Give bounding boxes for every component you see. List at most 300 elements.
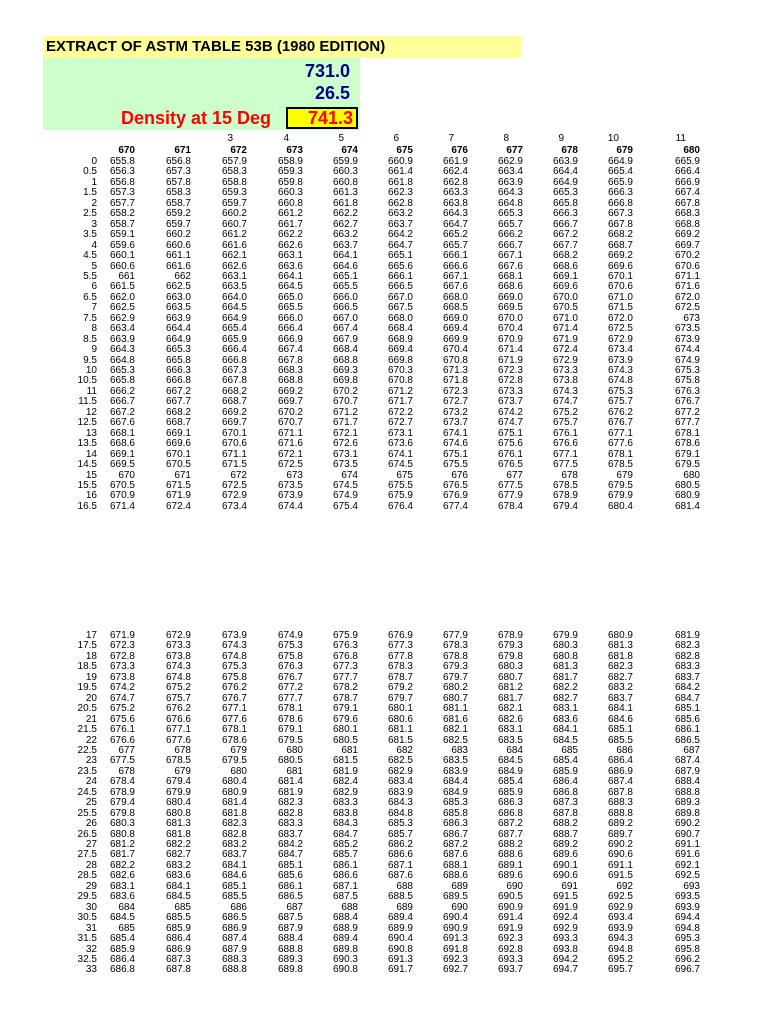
table-cell: 676.6: [109, 735, 135, 746]
temperature-cell: 4.5: [83, 250, 97, 261]
table-cell: 675.9: [332, 630, 358, 641]
table-cell: 686: [230, 902, 247, 913]
table-cell: 665.8: [552, 198, 578, 209]
table-cell: 691.1: [607, 860, 633, 871]
table-cell: 682.1: [497, 703, 523, 714]
table-cell: 659.3: [221, 187, 247, 198]
temperature-cell: 30: [85, 902, 97, 913]
table-cell: 681.5: [332, 755, 358, 766]
table-cell: 685.3: [387, 818, 413, 829]
table-cell: 669.8: [332, 375, 358, 386]
table-cell: 690.6: [607, 849, 633, 860]
table-cell: 669.8: [387, 355, 413, 366]
table-cell: 684.2: [277, 839, 303, 850]
table-cell: 676.6: [165, 714, 191, 725]
table-cell: 667.7: [552, 240, 578, 251]
table-cell: 659.3: [277, 166, 303, 177]
table-cell: 663.1: [221, 271, 247, 282]
table-cell: 674.4: [674, 344, 700, 355]
table-cell: 667.2: [165, 386, 191, 397]
table-cell: 659.6: [109, 240, 135, 251]
table-cell: 680.9: [607, 630, 633, 641]
table-cell: 690.8: [332, 964, 358, 975]
table-cell: 675.2: [165, 682, 191, 693]
table-cell: 683.7: [277, 829, 303, 840]
table-cell: 668.4: [332, 344, 358, 355]
table-cell: 682.4: [332, 776, 358, 787]
table-cell: 680.8: [109, 829, 135, 840]
table-cell: 676.4: [387, 501, 413, 512]
table-cell: 661.2: [277, 208, 303, 219]
table-cell: 683.2: [221, 839, 247, 850]
table-cell: 672.9: [221, 490, 247, 501]
table-cell: 683.3: [674, 661, 700, 672]
table-cell: 684.1: [607, 703, 633, 714]
table-cell: 690.2: [674, 818, 700, 829]
table-cell: 664.3: [497, 187, 523, 198]
table-cell: 670.4: [442, 344, 468, 355]
table-cell: 676: [451, 470, 468, 481]
temperature-cell: 3: [91, 219, 97, 230]
table-cell: 690.5: [497, 891, 523, 902]
table-cell: 667.4: [674, 187, 700, 198]
table-cell: 686.4: [607, 755, 633, 766]
table-cell: 683.7: [221, 849, 247, 860]
table-cell: 668.8: [332, 355, 358, 366]
table-cell: 656.3: [109, 166, 135, 177]
table-cell: 662.5: [165, 281, 191, 292]
table-cell: 692.8: [497, 944, 523, 955]
table-cell: 666.2: [109, 386, 135, 397]
table-cell: 661.5: [109, 281, 135, 292]
table-cell: 674.1: [387, 449, 413, 460]
table-cell: 680.8: [552, 651, 578, 662]
temperature-cell: 13: [85, 428, 97, 439]
table-cell: 686.8: [552, 787, 578, 798]
table-cell: 680.7: [497, 672, 523, 683]
table-cell: 671.7: [387, 396, 413, 407]
table-cell: 683.2: [165, 860, 191, 871]
table-cell: 687.6: [442, 849, 468, 860]
table-cell: 660.8: [332, 177, 358, 188]
table-cell: 691: [561, 881, 578, 892]
table-cell: 692.5: [674, 870, 700, 881]
table-cell: 676.2: [165, 703, 191, 714]
table-cell: 683.7: [674, 672, 700, 683]
table-cell: 687.3: [165, 954, 191, 965]
table-cell: 684.3: [332, 818, 358, 829]
table-cell: 679.5: [277, 735, 303, 746]
table-cell: 664.5: [221, 302, 247, 313]
table-cell: 677.2: [277, 682, 303, 693]
table-cell: 688.5: [387, 891, 413, 902]
table-cell: 679.3: [497, 640, 523, 651]
table-cell: 672.6: [332, 438, 358, 449]
table-cell: 691.6: [674, 849, 700, 860]
table-cell: 662: [174, 271, 191, 282]
table-cell: 665.3: [165, 344, 191, 355]
table-cell: 674.1: [442, 428, 468, 439]
table-cell: 669.6: [607, 261, 633, 272]
table-cell: 690.1: [552, 860, 578, 871]
table-cell: 689.4: [332, 933, 358, 944]
table-cell: 668.0: [387, 313, 413, 324]
table-cell: 664.1: [332, 250, 358, 261]
table-cell: 674.2: [497, 407, 523, 418]
table-cell: 673.5: [674, 323, 700, 334]
table-cell: 679.1: [332, 703, 358, 714]
table-cell: 683.1: [552, 703, 578, 714]
table-cell: 681.4: [674, 501, 700, 512]
table-cell: 660.3: [332, 166, 358, 177]
table-cell: 672.8: [109, 651, 135, 662]
table-cell: 684: [506, 745, 523, 756]
table-cell: 664.2: [387, 229, 413, 240]
table-cell: 679.3: [442, 661, 468, 672]
table-cell: 684.5: [109, 912, 135, 923]
temperature-cell: 25: [85, 797, 97, 808]
table-cell: 666.1: [442, 250, 468, 261]
table-cell: 683.6: [552, 714, 578, 725]
table-cell: 679.5: [221, 755, 247, 766]
table-cell: 671.9: [109, 630, 135, 641]
table-cell: 691.5: [552, 891, 578, 902]
table-cell: 662.9: [497, 156, 523, 167]
table-cell: 670.1: [165, 449, 191, 460]
table-cell: 681.8: [607, 651, 633, 662]
table-cell: 676.9: [442, 490, 468, 501]
column-number: 11: [675, 133, 686, 144]
table-cell: 680.6: [387, 714, 413, 725]
table-cell: 668.3: [674, 208, 700, 219]
table-cell: 679: [616, 470, 633, 481]
table-cell: 679.6: [332, 714, 358, 725]
table-cell: 666.7: [497, 240, 523, 251]
table-cell: 677.9: [497, 490, 523, 501]
table-cell: 683.9: [387, 787, 413, 798]
table-cell: 675.8: [674, 375, 700, 386]
temperature-cell: 7.5: [83, 313, 97, 324]
table-cell: 689.8: [277, 964, 303, 975]
table-cell: 670.5: [552, 302, 578, 313]
table-cell: 664.8: [109, 355, 135, 366]
table-cell: 687.1: [387, 860, 413, 871]
table-cell: 679.1: [674, 449, 700, 460]
table-cell: 666.3: [165, 365, 191, 376]
table-cell: 693.4: [607, 912, 633, 923]
table-cell: 668.2: [552, 250, 578, 261]
table-cell: 689.7: [607, 829, 633, 840]
table-cell: 683.3: [277, 818, 303, 829]
table-cell: 681: [286, 766, 303, 777]
table-cell: 690.4: [442, 912, 468, 923]
table-cell: 683.4: [387, 776, 413, 787]
table-cell: 684.9: [442, 787, 468, 798]
table-cell: 658.8: [221, 177, 247, 188]
table-cell: 692.3: [497, 933, 523, 944]
table-cell: 685.4: [497, 776, 523, 787]
table-cell: 687.6: [387, 870, 413, 881]
table-cell: 675.7: [552, 417, 578, 428]
table-cell: 685.1: [221, 881, 247, 892]
temperature-cell: 29: [85, 881, 97, 892]
table-cell: 685: [174, 902, 191, 913]
table-cell: 678.3: [442, 640, 468, 651]
table-cell: 683.5: [497, 735, 523, 746]
table-cell: 676.6: [552, 438, 578, 449]
table-cell: 662.2: [332, 208, 358, 219]
temperature-cell: 15: [85, 470, 97, 481]
observed-temperature-value[interactable]: 26.5: [314, 83, 350, 103]
table-cell: 669.7: [221, 417, 247, 428]
table-cell: 693.9: [607, 923, 633, 934]
temperature-cell: 20: [85, 693, 97, 704]
table-cell: 690.2: [607, 839, 633, 850]
table-cell: 694.4: [674, 912, 700, 923]
table-cell: 689.3: [277, 954, 303, 965]
table-cell: 685.9: [552, 766, 578, 777]
temperature-cell: 5: [91, 261, 97, 272]
table-cell: 675.3: [221, 661, 247, 672]
table-cell: 662.8: [442, 177, 468, 188]
table-cell: 683.5: [442, 755, 468, 766]
table-cell: 660.1: [109, 250, 135, 261]
table-cell: 673.9: [277, 490, 303, 501]
table-cell: 688.8: [674, 787, 700, 798]
table-cell: 670.2: [332, 386, 358, 397]
table-cell: 680.5: [674, 480, 700, 491]
table-cell: 661.6: [165, 261, 191, 272]
table-cell: 689.6: [552, 849, 578, 860]
table-cell: 674.2: [109, 682, 135, 693]
table-cell: 681.6: [442, 714, 468, 725]
table-cell: 672.5: [674, 302, 700, 313]
temperature-cell: 23: [85, 755, 97, 766]
table-cell: 681.5: [387, 735, 413, 746]
temperature-cell: 20.5: [77, 703, 97, 714]
table-cell: 672.0: [607, 313, 633, 324]
table-cell: 662.6: [221, 261, 247, 272]
table-cell: 683.2: [607, 682, 633, 693]
table-cell: 677.3: [387, 640, 413, 651]
table-cell: 681.9: [277, 787, 303, 798]
table-cell: 669.9: [442, 334, 468, 345]
table-cell: 674.7: [552, 396, 578, 407]
table-cell: 663.9: [552, 156, 578, 167]
table-cell: 679.1: [277, 724, 303, 735]
table-cell: 682.1: [442, 724, 468, 735]
table-cell: 688.2: [497, 839, 523, 850]
table-cell: 675.9: [387, 490, 413, 501]
table-cell: 666.0: [332, 292, 358, 303]
observed-density-value[interactable]: 731.0: [304, 61, 350, 81]
table-cell: 663.9: [497, 177, 523, 188]
table-cell: 669.2: [277, 386, 303, 397]
table-cell: 663.9: [109, 334, 135, 345]
table-cell: 686.5: [221, 912, 247, 923]
table-cell: 669.2: [674, 229, 700, 240]
table-cell: 683.3: [332, 797, 358, 808]
table-cell: 672.3: [442, 386, 468, 397]
table-cell: 687.9: [674, 766, 700, 777]
table-cell: 667.9: [332, 334, 358, 345]
column-header: 673: [286, 145, 303, 156]
temperature-cell: 29.5: [77, 891, 97, 902]
table-cell: 661.7: [277, 219, 303, 230]
table-cell: 688.8: [607, 808, 633, 819]
table-cell: 684.1: [221, 860, 247, 871]
table-cell: 670: [118, 470, 135, 481]
table-cell: 680.1: [387, 703, 413, 714]
table-cell: 670.8: [442, 355, 468, 366]
table-cell: 667.1: [497, 250, 523, 261]
table-cell: 662.3: [387, 187, 413, 198]
table-cell: 670.6: [221, 438, 247, 449]
table-cell: 668.6: [497, 281, 523, 292]
table-cell: 657.9: [221, 156, 247, 167]
table-cell: 678.9: [497, 630, 523, 641]
table-cell: 674.8: [221, 651, 247, 662]
table-cell: 684.2: [674, 682, 700, 693]
table-cell: 660.6: [165, 240, 191, 251]
table-cell: 675.6: [109, 714, 135, 725]
table-cell: 683.6: [109, 891, 135, 902]
table-cell: 669.6: [552, 281, 578, 292]
table-cell: 678: [174, 745, 191, 756]
table-cell: 679.4: [165, 776, 191, 787]
table-cell: 688.1: [442, 860, 468, 871]
table-cell: 671.4: [552, 323, 578, 334]
table-cell: 687.2: [442, 839, 468, 850]
table-cell: 666.5: [332, 302, 358, 313]
table-cell: 673.2: [442, 407, 468, 418]
density-result-value[interactable]: 741.3: [286, 107, 358, 129]
table-cell: 686.5: [674, 735, 700, 746]
temperature-cell: 21.5: [77, 724, 97, 735]
table-cell: 686.2: [387, 839, 413, 850]
table-cell: 664.9: [221, 313, 247, 324]
table-cell: 662.8: [387, 198, 413, 209]
table-cell: 671.5: [165, 480, 191, 491]
table-cell: 672.3: [497, 365, 523, 376]
table-cell: 688.9: [332, 923, 358, 934]
table-cell: 691.3: [387, 954, 413, 965]
table-cell: 668.1: [109, 428, 135, 439]
table-cell: 677.1: [221, 703, 247, 714]
table-cell: 675.1: [442, 449, 468, 460]
table-cell: 688.2: [552, 818, 578, 829]
table-cell: 663.8: [442, 198, 468, 209]
table-cell: 663.9: [165, 313, 191, 324]
temperature-cell: 26: [85, 818, 97, 829]
table-cell: 684.1: [165, 881, 191, 892]
table-cell: 664.9: [552, 177, 578, 188]
table-cell: 682.7: [607, 672, 633, 683]
table-cell: 689.5: [442, 891, 468, 902]
table-cell: 680.5: [332, 735, 358, 746]
table-cell: 675.5: [387, 480, 413, 491]
density-label: Density at 15 Deg: [121, 108, 272, 128]
table-cell: 680.3: [109, 818, 135, 829]
table-cell: 682.9: [332, 787, 358, 798]
table-cell: 682: [396, 745, 413, 756]
table-cell: 666.9: [277, 334, 303, 345]
table-cell: 679: [230, 745, 247, 756]
table-cell: 660.3: [277, 187, 303, 198]
temperature-cell: 28.5: [77, 870, 97, 881]
table-cell: 664.4: [552, 166, 578, 177]
table-cell: 674.5: [387, 459, 413, 470]
table-cell: 690: [451, 902, 468, 913]
table-cell: 682.2: [552, 682, 578, 693]
temperature-cell: 19.5: [77, 682, 97, 693]
table-cell: 685.1: [277, 860, 303, 871]
table-cell: 695.2: [607, 954, 633, 965]
table-cell: 687.4: [674, 755, 700, 766]
table-cell: 682.3: [221, 818, 247, 829]
table-cell: 669.2: [221, 407, 247, 418]
table-cell: 673.8: [109, 672, 135, 683]
table-cell: 686.4: [552, 776, 578, 787]
table-cell: 680.7: [442, 693, 468, 704]
table-cell: 686.9: [165, 944, 191, 955]
table-cell: 685.6: [277, 870, 303, 881]
table-cell: 676.2: [221, 682, 247, 693]
table-cell: 674.7: [109, 693, 135, 704]
table-cell: 667.8: [607, 219, 633, 230]
table-cell: 667.6: [497, 261, 523, 272]
table-cell: 665.8: [165, 355, 191, 366]
table-cell: 695.3: [674, 933, 700, 944]
table-cell: 678.9: [552, 490, 578, 501]
table-cell: 658.3: [165, 187, 191, 198]
table-cell: 668.0: [442, 292, 468, 303]
table-cell: 675.4: [332, 501, 358, 512]
table-cell: 662.2: [277, 229, 303, 240]
table-cell: 685: [561, 745, 578, 756]
temperature-cell: 11.5: [78, 396, 97, 407]
table-cell: 678.4: [497, 501, 523, 512]
table-cell: 672.5: [221, 480, 247, 491]
table-cell: 682.5: [442, 735, 468, 746]
table-cell: 675.3: [674, 365, 700, 376]
table-cell: 679.9: [607, 490, 633, 501]
table-cell: 667.4: [332, 323, 358, 334]
table-cell: 674.3: [165, 661, 191, 672]
table-cell: 677: [118, 745, 135, 756]
table-cell: 669.5: [497, 302, 523, 313]
table-cell: 680: [230, 766, 247, 777]
temperature-cell: 1: [91, 177, 97, 188]
table-cell: 679.8: [497, 651, 523, 662]
temperature-cell: 22.5: [77, 745, 97, 756]
table-cell: 689: [396, 902, 413, 913]
table-cell: 665.8: [109, 375, 135, 386]
table-cell: 673.3: [552, 365, 578, 376]
table-cell: 686.5: [277, 891, 303, 902]
table-cell: 675: [396, 470, 413, 481]
table-cell: 678.2: [332, 682, 358, 693]
table-cell: 681.3: [165, 818, 191, 829]
table-cell: 686.6: [387, 849, 413, 860]
table-cell: 670.5: [165, 459, 191, 470]
table-cell: 686.7: [442, 829, 468, 840]
table-cell: 679.4: [552, 501, 578, 512]
table-cell: 682.2: [165, 839, 191, 850]
table-cell: 686.1: [674, 724, 700, 735]
table-cell: 687.2: [497, 818, 523, 829]
table-cell: 665.9: [607, 177, 633, 188]
